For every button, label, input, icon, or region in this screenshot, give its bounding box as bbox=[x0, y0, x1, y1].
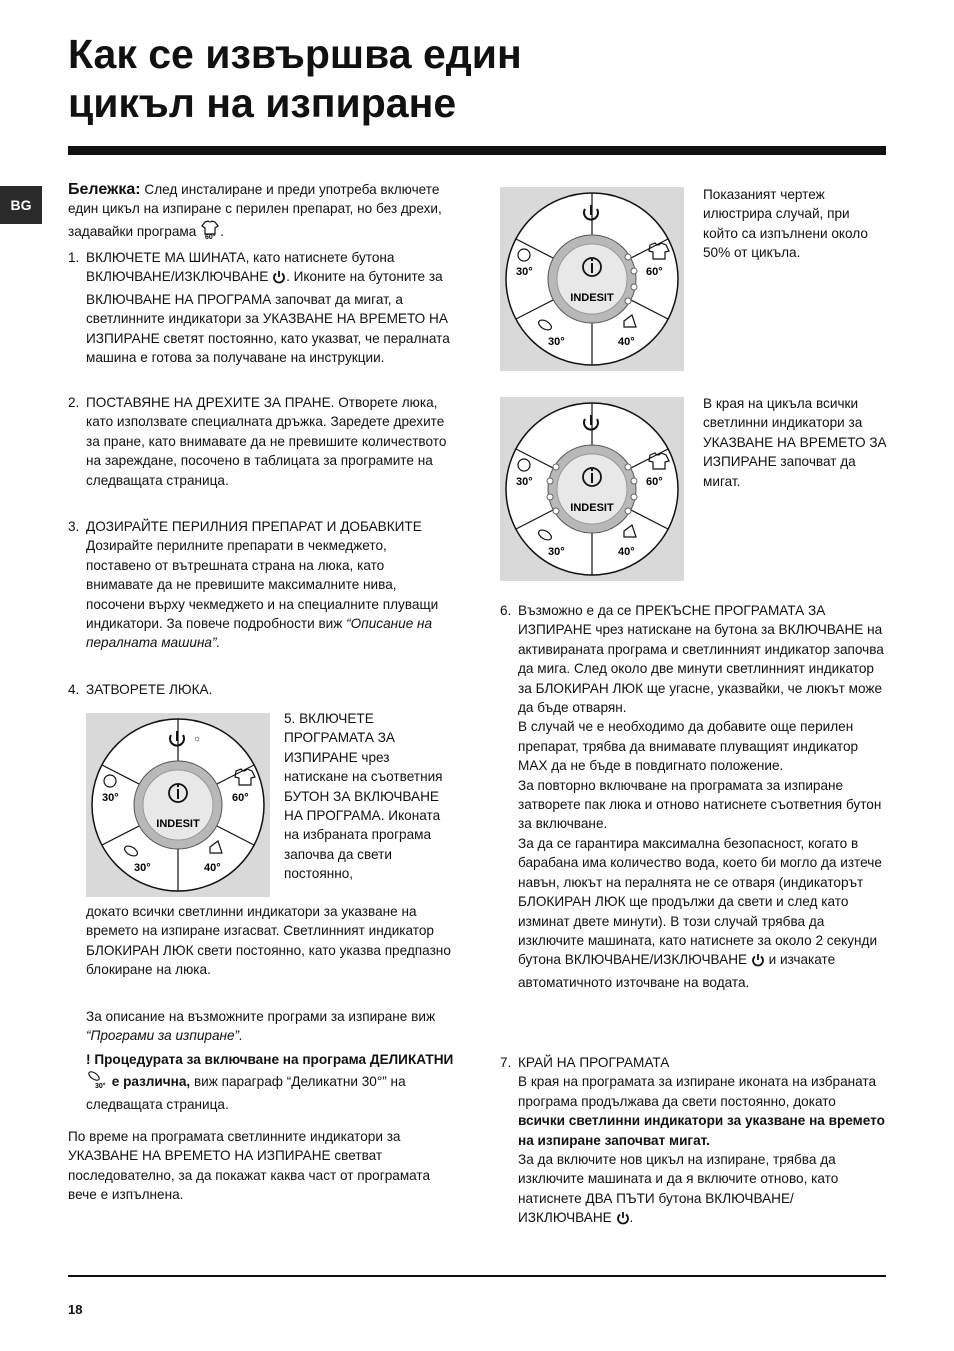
note-text: След инсталиране и преди употреба включете един цикъл на изпиране с перилен препарат, но без дрехи, задавайки програма bbox=[68, 182, 442, 239]
page-number: 18 bbox=[68, 1302, 83, 1317]
step-3-number: 3. bbox=[68, 519, 80, 534]
step-4 bbox=[68, 680, 454, 699]
figure-1-caption: Показаният чертеж илюстрира случай, при който са изпълнени около 50% от цикъла. bbox=[703, 187, 868, 261]
step-6 bbox=[500, 601, 886, 992]
step-6-text-d: За да се гарантира максимална безопасност, когато в барабана има количество вода, което би могло да изтече навън, люкът на пералнята не се отваря (индикаторът БЛОКИРАН ЛЮК ще продължи да свети и след като изминат двете минути). В този случай трябва да изключите машината, като натиснете за около 2 секунди бутона ВКЛЮЧВАНЕ/ИЗКЛЮЧВАНЕ bbox=[518, 835, 882, 968]
temp-right: 60° bbox=[232, 792, 249, 804]
step-7-title: КРАЙ НА ПРОГРАМАТА bbox=[518, 1055, 670, 1070]
brand-logo: INDESIT bbox=[156, 818, 200, 830]
step-3 bbox=[68, 517, 454, 653]
temp-bottom-left-3: 30° bbox=[548, 546, 565, 558]
step-6-text-b: В случай че е необходимо да добавите още перилен препарат, трябва да внимавате плуващият индикатор MAX да не бъде в повдигнато положение. bbox=[518, 719, 859, 774]
shirt-icon bbox=[200, 219, 220, 244]
brand-logo-3: INDESIT bbox=[570, 502, 614, 514]
during-program-text: По време на програмата светлинните индикатори за УКАЗВАНЕ НА ВРЕМЕТО НА ИЗПИРАНЕ светват последователно, за да покажат каква част от програмата вече е изпълнена. bbox=[68, 1129, 431, 1203]
step-2-text: ПОСТАВЯНЕ НА ДРЕХИТЕ ЗА ПРАНЕ. Отворете люка, като използвате специалната дръжка. Заредете дрехите за пране, като внимавате да не превишите количеството на зареждане, посочено в таблицата за програмите на следващата страница. bbox=[86, 395, 447, 488]
step-7-text-a: В края на програмата за изпиране иконата на избраната програма продължава да свети постоянно, докато bbox=[518, 1074, 877, 1109]
step-6-text-e: и изчакате автоматичното източване на водата. bbox=[518, 952, 836, 990]
temp-left-2: 30° bbox=[516, 266, 533, 278]
warning-mark: ! bbox=[86, 1052, 91, 1067]
title-line-2: цикъл на изпиране bbox=[68, 80, 457, 126]
temp-bottom-right: 40° bbox=[204, 862, 221, 874]
warning-rest: виж параграф “Деликатни 30°” на следващата страница. bbox=[86, 1074, 406, 1112]
control-panel-figure-50 bbox=[500, 187, 684, 371]
control-panel-dial bbox=[86, 713, 270, 897]
step-4-text: ЗАТВОРЕТЕ ЛЮКА. bbox=[86, 682, 213, 697]
figure-2-caption: В края на цикъла всички светлинни индикатори за УКАЗВАНЕ НА ВРЕМЕТО ЗА ИЗПИРАНЕ започват да мигат. bbox=[703, 396, 887, 489]
step-3-reference: “Описание на пералната машина”. bbox=[86, 616, 433, 651]
step-7 bbox=[500, 1053, 886, 1231]
temp-right-2: 60° bbox=[646, 266, 663, 278]
power-icon bbox=[616, 1211, 630, 1230]
warning-temp: 30° bbox=[95, 1083, 106, 1090]
title-line-1: Как се извършва един bbox=[68, 31, 522, 77]
power-icon bbox=[751, 953, 765, 972]
step-7-text-c: За да включите нов цикъл на изпиране, трябва да изключите машината и да я включите отново, като натиснете ДВА ПЪТИ бутона ВКЛЮЧВАНЕ/ИЗКЛЮЧВАНЕ bbox=[518, 1152, 839, 1226]
note-temp: 60° bbox=[205, 233, 216, 239]
temp-left-3: 30° bbox=[516, 476, 533, 488]
feather-icon bbox=[86, 1069, 108, 1094]
programs-reference bbox=[86, 1007, 456, 1046]
step-7-text-d: . bbox=[629, 1210, 634, 1226]
temp-bottom-left: 30° bbox=[134, 862, 151, 874]
temp-bottom-right-3: 40° bbox=[618, 546, 635, 558]
programs-text: За описание на възможните програми за изпиране виж bbox=[86, 1009, 436, 1024]
step-1-number: 1. bbox=[68, 250, 80, 265]
power-icon bbox=[272, 270, 286, 289]
brand-logo-2: INDESIT bbox=[570, 292, 614, 304]
step-6-text-c: За повторно включване на програмата за изпиране затворете пак люка и отново натиснете съответния бутон за включване. bbox=[518, 777, 882, 832]
control-panel-figure-step5 bbox=[86, 713, 270, 897]
header-rule bbox=[68, 146, 886, 155]
control-panel-dial-2 bbox=[500, 187, 684, 371]
warning-block bbox=[86, 1050, 456, 1114]
step-7-bold: всички светлинни индикатори за указване на времето на изпиране започват мигат. bbox=[518, 1113, 885, 1148]
step-6-number: 6. bbox=[500, 603, 512, 618]
temp-left: 30° bbox=[102, 792, 119, 804]
temp-bottom-left-2: 30° bbox=[548, 336, 565, 348]
step-1-text-b: . Иконите на бутоните за ВКЛЮЧВАНЕ НА ПРОГРАМА започват да мигат, а светлинните индикатори за УКАЗВАНЕ НА ВРЕМЕТО НА ИЗПИРАНЕ светят постоянно, като указват, че пералната машина е готова за получаване на инструкции. bbox=[86, 269, 450, 366]
warning-text-a: Процедурата за включване на програма ДЕЛИКАТНИ bbox=[94, 1052, 454, 1067]
step-2 bbox=[68, 393, 454, 490]
step-7-number: 7. bbox=[500, 1055, 512, 1070]
warning-text-b: е различна, bbox=[111, 1074, 191, 1090]
language-tab: BG bbox=[0, 186, 42, 224]
step-1 bbox=[68, 248, 454, 367]
note-block bbox=[68, 180, 450, 244]
temp-right-3: 60° bbox=[646, 476, 663, 488]
control-panel-dial-3 bbox=[500, 397, 684, 581]
note-end: . bbox=[220, 223, 224, 239]
step-5-continued: докато всички светлинни индикатори за указване на времето на изпиране изгасват. Светлинният индикатор БЛОКИРАН ЛЮК свети постоянно, като указва предпазно блокиране на люка. bbox=[86, 904, 451, 978]
page-title bbox=[68, 30, 888, 128]
step-4-number: 4. bbox=[68, 682, 80, 697]
svg-text:☼: ☼ bbox=[193, 733, 202, 743]
programs-link-text: “Програми за изпиране”. bbox=[86, 1028, 243, 1044]
note-label: Бележка: bbox=[68, 181, 141, 198]
temp-bottom-right-2: 40° bbox=[618, 336, 635, 348]
step-2-number: 2. bbox=[68, 395, 80, 410]
step-1-text-a: ВКЛЮЧЕТЕ МА ШИНАТА, като натиснете бутона ВКЛЮЧВАНЕ/ИЗКЛЮЧВАНЕ bbox=[86, 250, 395, 285]
step-5-side-text: 5. ВКЛЮЧЕТЕ ПРОГРАМАТА ЗА ИЗПИРАНЕ чрез натискане на съответния БУТОН ЗА ВКЛЮЧВАНЕ НА ПРОГРАМА. Иконата на избраната програма започва да свети постоянно, bbox=[284, 711, 443, 882]
footer-rule bbox=[68, 1275, 886, 1277]
step-3-text: ДОЗИРАЙТЕ ПЕРИЛНИЯ ПРЕПАРАТ И ДОБАВКИТЕ Дозирайте перилните препарати в чекмеджето, поставено от вътрешната страна на люка, като внимавате да не превишите максималните нива, посочени върху чекмеджето и на специалните плуващи индикатори. За повече подробности виж bbox=[86, 519, 439, 632]
step-6-text-a: Възможно е да се ПРЕКЪСНЕ ПРОГРАМАТА ЗА ИЗПИРАНЕ чрез натискане на бутона за ВКЛЮЧВАНЕ на активираната програма и светлинният индикатор започва да мига. След около две минути светлинният индикатор за БЛОКИРАН ЛЮК ще угасне, указвайки, че люкът може да бъде отварян. bbox=[518, 603, 884, 716]
control-panel-figure-end bbox=[500, 397, 684, 581]
